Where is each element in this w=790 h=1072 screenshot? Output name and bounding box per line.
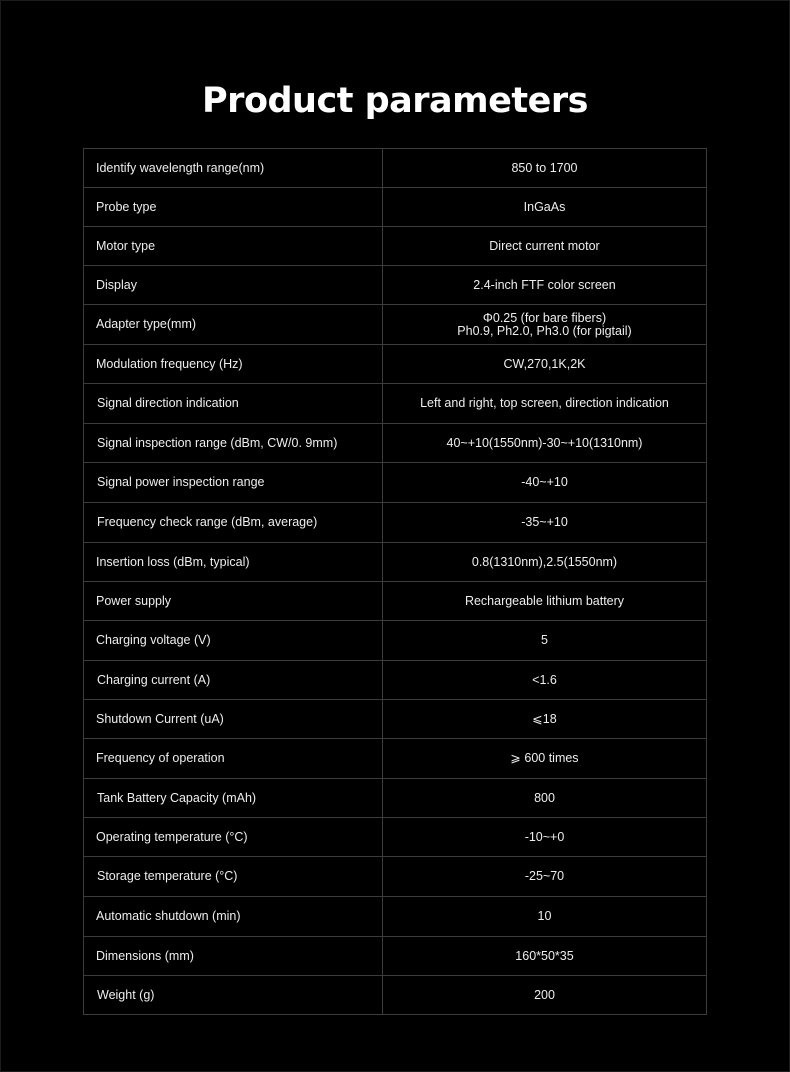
param-label: Shutdown Current (uA): [84, 700, 383, 739]
param-label: Automatic shutdown (min): [84, 897, 383, 937]
param-value: -10~+0: [383, 818, 707, 857]
table-row: [84, 503, 707, 543]
param-value: Rechargeable lithium battery: [383, 582, 707, 621]
param-value: -40~+10: [383, 463, 707, 503]
product-parameters-table: [83, 148, 707, 1015]
param-label: Operating temperature (°C): [84, 818, 383, 857]
param-value: [383, 305, 707, 345]
param-label: Signal power inspection range: [84, 463, 383, 503]
param-value: -25~70: [383, 857, 707, 897]
table-row: [84, 463, 707, 503]
table-row: [84, 305, 707, 345]
param-label: Frequency of operation: [84, 739, 383, 779]
param-value: ⩽18: [383, 700, 707, 739]
param-value: Left and right, top screen, direction indication: [383, 384, 707, 424]
table-row: [84, 857, 707, 897]
param-label: Weight (g): [84, 976, 383, 1015]
param-value: 160*50*35: [383, 937, 707, 976]
table-row: [84, 149, 707, 188]
param-label: Signal direction indication: [84, 384, 383, 424]
param-label: Insertion loss (dBm, typical): [84, 543, 383, 582]
table-row: [84, 227, 707, 266]
table-row: [84, 897, 707, 937]
param-label: Probe type: [84, 188, 383, 227]
param-label: Tank Battery Capacity (mAh): [84, 779, 383, 818]
table-row: [84, 345, 707, 384]
table-row: [84, 739, 707, 779]
param-label: Identify wavelength range(nm): [84, 149, 383, 188]
param-label: Frequency check range (dBm, average): [84, 503, 383, 543]
param-value: InGaAs: [383, 188, 707, 227]
param-value: CW,270,1K,2K: [383, 345, 707, 384]
param-label: Adapter type(mm): [84, 305, 383, 345]
param-label: Display: [84, 266, 383, 305]
param-value: 800: [383, 779, 707, 818]
table-row: [84, 582, 707, 621]
table-row: [84, 543, 707, 582]
table-row: [84, 424, 707, 463]
param-value: ⩾ 600 times: [383, 739, 707, 779]
param-label: Modulation frequency (Hz): [84, 345, 383, 384]
param-label: Power supply: [84, 582, 383, 621]
param-label: Motor type: [84, 227, 383, 266]
table-row: [84, 661, 707, 700]
param-value-line-2: Ph0.9, Ph2.0, Ph3.0 (for pigtail): [457, 323, 632, 338]
param-label: Dimensions (mm): [84, 937, 383, 976]
param-value: 200: [383, 976, 707, 1015]
table-row: [84, 818, 707, 857]
param-value: 5: [383, 621, 707, 661]
param-value: -35~+10: [383, 503, 707, 543]
param-value: 0.8(1310nm),2.5(1550nm): [383, 543, 707, 582]
param-value: <1.6: [383, 661, 707, 700]
param-value: Direct current motor: [383, 227, 707, 266]
param-label: Charging current (A): [84, 661, 383, 700]
param-label: Signal inspection range (dBm, CW/0. 9mm): [84, 424, 383, 463]
param-label: Charging voltage (V): [84, 621, 383, 661]
page-title: Product parameters: [202, 81, 588, 122]
param-label: Storage temperature (°C): [84, 857, 383, 897]
param-value: 2.4-inch FTF color screen: [383, 266, 707, 305]
table-row: [84, 384, 707, 424]
param-value-line-1: Φ0.25 (for bare fibers): [482, 310, 607, 325]
param-value: 40~+10(1550nm)-30~+10(1310nm): [383, 424, 707, 463]
table-row: [84, 266, 707, 305]
param-value: 850 to 1700: [383, 149, 707, 188]
table-row: [84, 779, 707, 818]
table-row: [84, 937, 707, 976]
table-row: [84, 621, 707, 661]
table-row: [84, 188, 707, 227]
table-row: [84, 976, 707, 1015]
param-value: 10: [383, 897, 707, 937]
table-row: [84, 700, 707, 739]
